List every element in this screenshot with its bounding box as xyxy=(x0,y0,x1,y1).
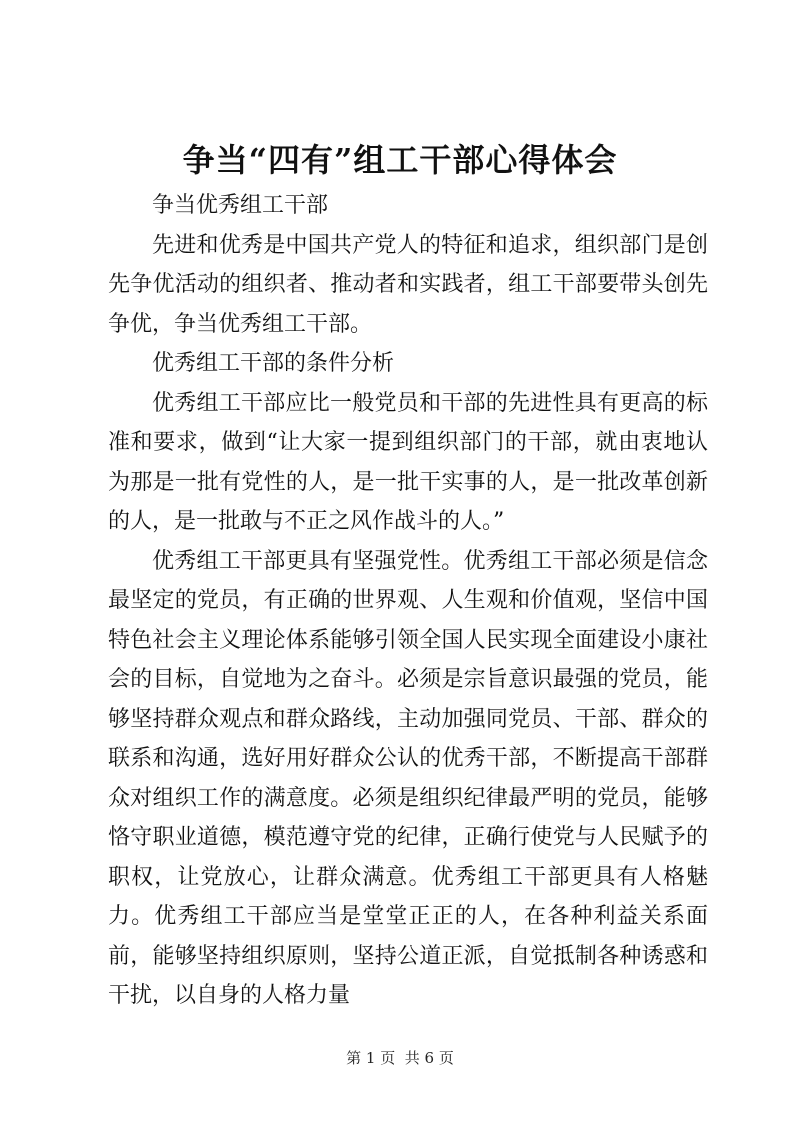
page-number: 第 1 页 共 6 页 xyxy=(346,1049,454,1067)
paragraph-intro: 先进和优秀是中国共产党人的特征和追求，组织部门是创先争优活动的组织者、推动者和实践者，组工干部要带头创先争优，争当优秀组工干部。 xyxy=(108,232,708,337)
document-body xyxy=(108,186,708,1016)
paragraph-party-spirit: 优秀组工干部更具有坚强党性。优秀组工干部必须是信念最坚定的党员，有正确的世界观、人生观和价值观，坚信中国特色社会主义理论体系能够引领全国人民实现全面建设小康社会的目标，自觉地为之奋斗。必须是宗旨意识最强的党员，能够坚持群众观点和群众路线，主动加强同党员、干部、群众的联系和沟通，选好用好群众公认的优秀干部，不断提高干部群众对组织工作的满意度。必须是组织纪律最严明的党员，能够恪守职业道德，模范遵守党的纪律，正确行使党与人民赋予的职权，让党放心，让群众满意。优秀组工干部更具有人格魅力。优秀组工干部应当是堂堂正正的人，在各种利益关系面前，能够坚持组织原则，坚持公道正派，自觉抵制各种诱惑和干扰，以自身的人格力量 xyxy=(108,548,708,1008)
document-title: 争当“四有”组工干部心得体会 xyxy=(182,141,618,179)
subheading-condition-analysis: 优秀组工干部的条件分析 xyxy=(152,351,395,376)
paragraph-standards: 优秀组工干部应比一般党员和干部的先进性具有更高的标准和要求，做到“让大家一提到组织部门的干部，就由衷地认为那是一批有党性的人，是一批干实事的人，是一批改革创新的人，是一批敢与不正之风作战斗的人。” xyxy=(108,390,708,534)
page-footer xyxy=(0,1048,800,1068)
subheading-excellent-cadre: 争当优秀组工干部 xyxy=(152,193,329,218)
